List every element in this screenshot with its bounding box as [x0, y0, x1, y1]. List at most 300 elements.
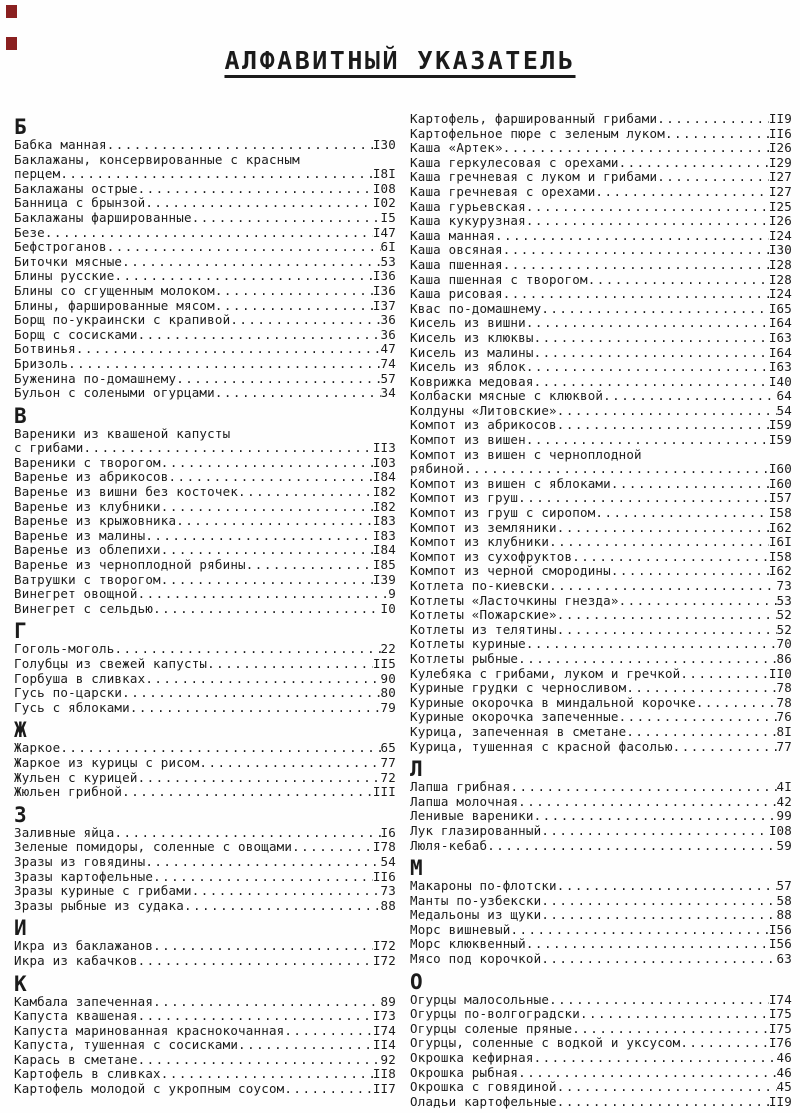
index-entry	[410, 937, 792, 952]
dot-leader	[557, 521, 769, 536]
entry-page: 73	[380, 883, 396, 899]
index-entry	[14, 602, 396, 617]
entry-name: Ботвинья	[14, 341, 76, 357]
dot-leader	[161, 456, 373, 471]
index-entry	[410, 710, 792, 725]
entry-name: Варенье из облепихи	[14, 542, 161, 558]
index-entry	[410, 923, 792, 938]
dot-leader	[68, 357, 380, 372]
entry-name: Икра из баклажанов	[14, 938, 154, 954]
entry-name: Колдуны «Литовские»	[410, 402, 557, 418]
dot-leader	[534, 346, 769, 361]
entry-page: I29	[768, 154, 792, 170]
entry-page: I84	[372, 469, 396, 485]
entry-page: I56	[768, 921, 792, 937]
index-entry	[14, 342, 396, 357]
dot-leader	[161, 500, 373, 515]
entry-name: Кулебяка с грибами, луком и гречкой	[410, 665, 681, 681]
section-letter: К	[14, 971, 27, 996]
index-entry	[14, 954, 396, 969]
entry-page: 22	[380, 641, 396, 657]
entry-page: I83	[372, 527, 396, 543]
dot-leader	[534, 331, 769, 346]
entry-page: 99	[776, 808, 792, 824]
entry-name: Котлеты из телятины	[410, 621, 557, 637]
entry-page: II8	[372, 1066, 396, 1082]
index-entry	[410, 156, 792, 171]
entry-page: I24	[768, 227, 792, 243]
index-entry	[14, 372, 396, 387]
index-entry	[410, 346, 792, 361]
entry-page: 54	[776, 402, 792, 418]
entry-name: Котлеты «Ласточкины гнезда»	[410, 592, 619, 608]
entry-name: Кисель из яблок	[410, 359, 526, 375]
entry-name: Зразы картофельные	[14, 868, 154, 884]
entry-name: Зразы рыбные из судака	[14, 897, 184, 913]
entry-page: I0	[380, 600, 396, 616]
entry-page: I76	[768, 1035, 792, 1051]
dot-leader	[138, 1053, 381, 1068]
dot-leader	[199, 756, 380, 771]
dot-leader	[557, 608, 777, 623]
index-entry	[14, 138, 396, 153]
index-entry	[14, 573, 396, 588]
dot-leader	[230, 313, 380, 328]
entry-page: I64	[768, 344, 792, 360]
entry-name: Компот из груш с сиропом	[410, 505, 596, 521]
section-letter: З	[14, 802, 27, 827]
dot-leader	[526, 360, 769, 375]
dot-leader	[557, 1080, 777, 1095]
entry-name: Курица, запеченная в сметане	[410, 723, 627, 739]
entry-name: Каша пшенная с творогом	[410, 271, 588, 287]
entry-name: Капуста, тушенная с сосисками	[14, 1037, 239, 1053]
dot-leader	[619, 156, 769, 171]
dot-leader	[284, 1024, 372, 1039]
dot-leader	[549, 535, 769, 550]
dot-leader	[557, 623, 777, 638]
entry-name: Безе	[14, 224, 45, 240]
entry-page: I39	[372, 571, 396, 587]
index-entry	[14, 741, 396, 756]
dot-leader	[541, 952, 776, 967]
index-entry	[14, 1038, 396, 1053]
entry-name: Квас по-домашнему	[410, 300, 542, 316]
entry-page: I72	[372, 952, 396, 968]
entry-page: II9	[768, 1093, 792, 1109]
entry-name: Куриные окорочка запеченные	[410, 709, 619, 725]
entry-page: I64	[768, 315, 792, 331]
entry-page: I37	[372, 297, 396, 313]
column-right	[410, 112, 792, 1109]
entry-name: Картофель в сливках	[14, 1066, 161, 1082]
entry-name: Каша гречневая с орехами	[410, 183, 596, 199]
entry-page: I30	[768, 242, 792, 258]
entry-page: II0	[768, 665, 792, 681]
index-entry	[14, 756, 396, 771]
entry-page: I60	[768, 461, 792, 477]
dot-leader	[487, 839, 776, 854]
dot-leader	[284, 1082, 372, 1097]
entry-page: I08	[768, 822, 792, 838]
entry-page: I62	[768, 563, 792, 579]
dot-leader	[153, 602, 380, 617]
dot-leader	[611, 564, 769, 579]
dot-leader	[541, 908, 776, 923]
entry-name: Картофель, фаршированный грибами	[410, 111, 658, 126]
entry-name: Варенье из абрикосов	[14, 469, 169, 485]
index-entry	[410, 795, 792, 810]
entry-page: II6	[372, 868, 396, 884]
entry-name: Икра из кабачков	[14, 952, 138, 968]
dot-leader	[464, 462, 769, 477]
entry-page: 79	[380, 699, 396, 715]
dot-leader	[122, 255, 380, 270]
index-entry	[410, 229, 792, 244]
index-entry	[14, 456, 396, 471]
index-entry	[410, 243, 792, 258]
index-entry	[410, 993, 792, 1008]
entry-name: Окрошка с говядиной	[410, 1079, 557, 1095]
dot-leader	[572, 550, 769, 565]
entry-name: Компот из черной смородины	[410, 563, 611, 579]
dot-leader	[526, 433, 769, 448]
dot-leader	[518, 652, 776, 667]
page-title-text: АЛФАВИТНЫЙ УКАЗАТЕЛЬ	[224, 46, 576, 75]
entry-page: I02	[372, 195, 396, 211]
dot-leader	[526, 316, 769, 331]
index-entry	[410, 316, 792, 331]
entry-name: Винегрет с сельдью	[14, 600, 154, 616]
dot-leader	[145, 855, 380, 870]
index-entry	[410, 331, 792, 346]
entry-page: I08	[372, 180, 396, 196]
entry-page: I27	[768, 183, 792, 199]
entry-page: 65	[380, 740, 396, 756]
index-entry	[410, 740, 792, 755]
index-entry	[14, 529, 396, 544]
dot-leader	[161, 543, 373, 558]
entry-name: Баклажаны острые	[14, 180, 138, 196]
index-entry	[14, 701, 396, 716]
index-entry	[410, 506, 792, 521]
dot-leader	[503, 258, 769, 273]
dot-leader	[541, 302, 768, 317]
entry-name: Голубцы из свежей капусты	[14, 656, 208, 671]
entry-name: Люля-кебаб	[410, 837, 488, 853]
entry-page: 57	[776, 878, 792, 894]
entry-name: Борщ по-украински с крапивой	[14, 312, 231, 328]
index-entry	[14, 1053, 396, 1068]
index-entry	[410, 809, 792, 824]
entry-page: 52	[776, 607, 792, 623]
dot-leader	[549, 993, 769, 1008]
index-entry	[14, 870, 396, 885]
entry-page: III	[372, 784, 396, 800]
entry-name: Бабка манная	[14, 137, 107, 152]
dot-leader	[518, 1066, 776, 1081]
entry-name: Варенье из вишни без косточек	[14, 484, 239, 500]
entry-page: 54	[380, 853, 396, 869]
index-entry	[14, 995, 396, 1010]
index-entry	[14, 785, 396, 800]
entry-name: перцем	[14, 166, 61, 182]
entry-page: I78	[372, 839, 396, 855]
dot-leader	[657, 112, 769, 127]
entry-page: I63	[768, 359, 792, 375]
entry-name: Зеленые помидоры, соленные с овощами	[14, 839, 293, 855]
entry-page: 78	[776, 694, 792, 710]
index-entry	[410, 952, 792, 967]
dot-leader	[534, 375, 769, 390]
entry-page: I56	[768, 936, 792, 952]
index-entry	[410, 433, 792, 448]
dot-leader	[595, 185, 768, 200]
entry-name: Каша овсяная	[410, 242, 503, 258]
entry-name: Горбуша в сливках	[14, 670, 146, 686]
entry-page: 45	[776, 1079, 792, 1095]
entry-name: Котлеты куриные	[410, 636, 526, 652]
section-letter: И	[14, 916, 27, 941]
entry-page: 80	[380, 685, 396, 701]
entry-name: Блины со сгущенным молоком	[14, 282, 215, 298]
entry-name: Котлета по-киевски	[410, 578, 550, 593]
page-title	[0, 46, 800, 75]
entry-name: Гоголь-моголь	[14, 641, 115, 657]
dot-leader	[153, 939, 373, 954]
index-entry	[410, 491, 792, 506]
index-entry	[14, 313, 396, 328]
dot-leader	[246, 558, 373, 573]
dot-leader	[657, 170, 769, 185]
index-entry	[410, 1080, 792, 1095]
entry-page: 46	[776, 1064, 792, 1080]
entry-page: I74	[372, 1022, 396, 1038]
entry-name: Каша манная	[410, 227, 495, 243]
entry-name: Огурцы соленые пряные	[410, 1020, 573, 1036]
dot-leader	[588, 273, 769, 288]
entry-page: I59	[768, 417, 792, 433]
entry-page: 90	[380, 670, 396, 686]
entry-name: Гусь по-царски	[14, 685, 123, 701]
section-letter: Л	[410, 757, 423, 782]
dot-leader	[60, 167, 372, 182]
entry-page: I28	[768, 271, 792, 287]
entry-name: Варенье из клубники	[14, 498, 161, 514]
index-entry	[410, 608, 792, 623]
entry-name: Медальоны из щуки	[410, 907, 542, 923]
index-entry	[14, 226, 396, 241]
dot-leader	[107, 240, 381, 255]
entry-page: I40	[768, 373, 792, 389]
entry-page: I63	[768, 329, 792, 345]
index-entry	[14, 587, 396, 602]
index-entry	[410, 696, 792, 711]
entry-page: I26	[768, 140, 792, 156]
index-entry	[14, 899, 396, 914]
entry-page: I57	[768, 490, 792, 506]
entry-page: 47	[380, 341, 396, 357]
index-entry	[410, 127, 792, 142]
red-corner-mark	[6, 5, 17, 18]
entry-page: 63	[776, 951, 792, 967]
dot-leader	[138, 587, 389, 602]
dot-leader	[215, 299, 373, 314]
dot-leader	[572, 1022, 769, 1037]
dot-leader	[534, 809, 777, 824]
entry-page: II5	[372, 656, 396, 671]
entry-name: Компот из груш	[410, 490, 519, 506]
entry-page: I30	[372, 137, 396, 152]
dot-leader	[161, 573, 373, 588]
dot-leader	[145, 672, 380, 687]
index-entry	[14, 514, 396, 529]
entry-name: Огурцы малосольные	[410, 991, 550, 1007]
dot-leader	[619, 594, 777, 609]
index-entry	[410, 418, 792, 433]
dot-leader	[145, 196, 372, 211]
section-letter: М	[410, 856, 423, 881]
dot-leader	[510, 780, 776, 795]
index-entry	[410, 1007, 792, 1022]
entry-page: II4	[372, 1037, 396, 1053]
entry-page: 4I	[776, 779, 792, 795]
index-entry	[14, 485, 396, 500]
index-entry	[14, 939, 396, 954]
dot-leader	[696, 696, 777, 711]
index-entry	[14, 182, 396, 197]
entry-name: Бризоль	[14, 355, 69, 371]
entry-page: I74	[768, 991, 792, 1007]
entry-page: 34	[380, 385, 396, 401]
entry-name: Блины, фаршированные мясом	[14, 297, 215, 313]
index-entry	[14, 240, 396, 255]
index-entry	[14, 1009, 396, 1024]
dot-leader	[595, 506, 768, 521]
index-entry	[14, 269, 396, 284]
dot-leader	[510, 923, 768, 938]
dot-leader	[176, 372, 380, 387]
entry-name: Котлеты рыбные	[410, 650, 519, 666]
dot-leader	[680, 667, 768, 682]
entry-name: Кисель из вишни	[410, 315, 526, 331]
entry-name: Борщ с сосисками	[14, 326, 138, 342]
dot-leader	[114, 642, 380, 657]
entry-name: Капуста маринованная краснокочанная	[14, 1022, 285, 1038]
index-entry	[14, 211, 396, 226]
dot-leader	[60, 741, 380, 756]
entry-page: I26	[768, 213, 792, 229]
index-entry	[410, 667, 792, 682]
index-entry	[14, 386, 396, 401]
dot-leader	[518, 795, 776, 810]
entry-page: I72	[372, 938, 396, 954]
dot-leader	[557, 879, 777, 894]
index-entry	[410, 375, 792, 390]
entry-page: I27	[768, 169, 792, 185]
entry-page: I82	[372, 484, 396, 500]
dot-leader	[138, 771, 381, 786]
entry-name: Оладьи картофельные	[410, 1093, 557, 1109]
entry-page: I84	[372, 542, 396, 558]
index-entry	[410, 287, 792, 302]
index-entry	[14, 855, 396, 870]
entry-page: 78	[776, 680, 792, 696]
entry-page: 58	[776, 892, 792, 908]
entry-page: I03	[372, 454, 396, 470]
dot-leader	[673, 740, 777, 755]
dot-leader	[122, 785, 373, 800]
entry-name: Картофельное пюре с зеленым луком	[410, 125, 665, 141]
entry-page: 77	[380, 754, 396, 770]
entry-page: II9	[768, 111, 792, 126]
index-entry	[410, 824, 792, 839]
entry-name: Варенье из крыжовника	[14, 513, 177, 529]
index-entry	[410, 404, 792, 419]
index-entry	[14, 470, 396, 485]
entry-name: Каша «Артек»	[410, 140, 503, 156]
index-entry	[410, 839, 792, 854]
section-letter: Г	[14, 619, 27, 644]
dot-leader	[526, 937, 769, 952]
entry-name: Лапша грибная	[410, 779, 511, 795]
entry-name: Компот из вишен	[410, 432, 526, 448]
dot-leader	[292, 840, 373, 855]
entry-page: 74	[380, 355, 396, 371]
dot-leader	[611, 477, 769, 492]
entry-name: Капуста квашеная	[14, 1008, 138, 1024]
entry-name: Каша геркулесовая с орехами	[410, 154, 619, 170]
index-entry	[14, 558, 396, 573]
dot-leader	[503, 243, 769, 258]
dot-leader	[145, 529, 372, 544]
entry-name: Ватрушки с творогом	[14, 571, 161, 587]
dot-leader	[84, 441, 373, 456]
dot-leader	[184, 899, 381, 914]
dot-leader	[176, 514, 373, 529]
entry-name: Компот из клубники	[410, 534, 550, 550]
entry-page: 77	[776, 738, 792, 754]
section-letter: Б	[14, 115, 27, 139]
index-entry	[410, 725, 792, 740]
dot-leader	[238, 485, 373, 500]
entry-name: Бефстроганов	[14, 239, 107, 255]
index-entry	[410, 1066, 792, 1081]
entry-page: 73	[776, 578, 792, 593]
dot-leader	[495, 229, 769, 244]
index-entry	[410, 594, 792, 609]
entry-name: Компот из сухофруктов	[410, 548, 573, 564]
dot-leader	[161, 1067, 373, 1082]
dot-leader	[680, 1036, 768, 1051]
entry-page: I60	[768, 475, 792, 491]
entry-page: 88	[776, 907, 792, 923]
index-entry	[410, 273, 792, 288]
entry-page: 36	[380, 312, 396, 328]
index-entry	[14, 826, 396, 841]
entry-name: Винегрет овощной	[14, 586, 138, 602]
entry-name: Жаркое из курицы с рисом	[14, 754, 200, 770]
index-entry	[410, 637, 792, 652]
index-entry	[14, 500, 396, 515]
entry-name: Куриные грудки с черносливом	[410, 680, 627, 696]
entry-page: 76	[776, 709, 792, 725]
entry-name: Манты по-узбекски	[410, 892, 542, 908]
entry-page: I6I	[768, 534, 792, 550]
index-entry	[14, 543, 396, 558]
entry-name: Каша гурьевская	[410, 198, 526, 214]
dot-leader	[138, 1009, 373, 1024]
